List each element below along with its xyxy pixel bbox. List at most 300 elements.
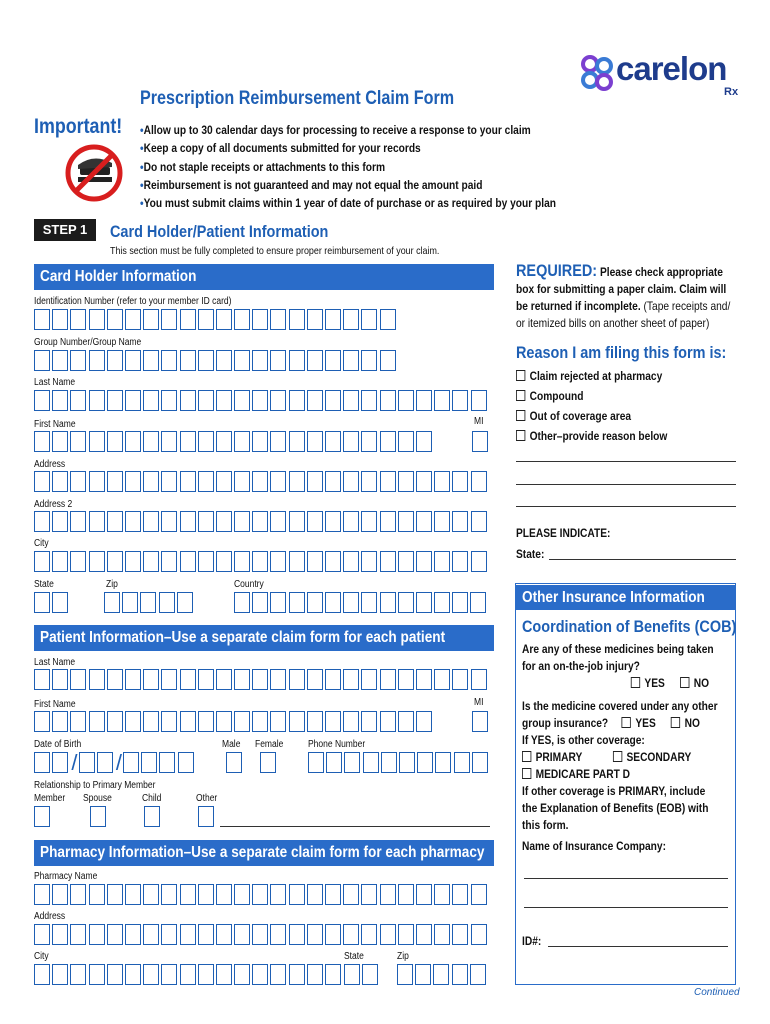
char-box[interactable] — [161, 669, 177, 690]
char-box[interactable] — [434, 884, 450, 905]
char-box[interactable] — [70, 471, 86, 492]
char-box[interactable] — [180, 431, 196, 452]
char-box[interactable] — [125, 924, 141, 945]
char-box[interactable] — [161, 924, 177, 945]
char-box[interactable] — [252, 350, 268, 371]
char-box[interactable] — [252, 924, 268, 945]
char-box[interactable] — [234, 551, 250, 572]
char-box[interactable] — [107, 350, 123, 371]
char-box[interactable] — [289, 551, 305, 572]
char-box[interactable] — [472, 752, 488, 773]
char-box[interactable] — [252, 471, 268, 492]
reason-checkbox[interactable] — [516, 390, 525, 401]
char-box[interactable] — [234, 711, 250, 732]
char-box[interactable] — [380, 669, 396, 690]
char-box[interactable] — [434, 511, 450, 532]
char-box[interactable] — [398, 884, 414, 905]
char-box[interactable] — [325, 669, 341, 690]
char-box[interactable] — [97, 752, 113, 773]
insurance-name-line[interactable] — [524, 878, 728, 879]
pharmacy-address-field[interactable] — [34, 924, 489, 945]
char-box[interactable] — [180, 711, 196, 732]
char-box[interactable] — [216, 431, 232, 452]
char-box[interactable] — [434, 669, 450, 690]
char-box[interactable] — [143, 390, 159, 411]
char-box[interactable] — [344, 752, 360, 773]
char-box[interactable] — [252, 309, 268, 330]
char-box[interactable] — [398, 551, 414, 572]
char-box[interactable] — [361, 924, 377, 945]
char-box[interactable] — [198, 964, 214, 985]
state-field[interactable] — [34, 592, 70, 613]
q2-yes-checkbox[interactable] — [622, 717, 631, 728]
char-box[interactable] — [325, 390, 341, 411]
char-box[interactable] — [161, 350, 177, 371]
char-box[interactable] — [416, 711, 432, 732]
char-box[interactable] — [107, 551, 123, 572]
char-box[interactable] — [198, 471, 214, 492]
char-box[interactable] — [397, 964, 413, 985]
medicare-checkbox[interactable] — [522, 768, 531, 779]
char-box[interactable] — [380, 431, 396, 452]
char-box[interactable] — [52, 711, 68, 732]
char-box[interactable] — [161, 390, 177, 411]
char-box[interactable] — [380, 711, 396, 732]
char-box[interactable] — [452, 390, 468, 411]
char-box[interactable] — [380, 924, 396, 945]
char-box[interactable] — [52, 511, 68, 532]
char-box[interactable] — [325, 711, 341, 732]
char-box[interactable] — [161, 309, 177, 330]
last-name-field[interactable] — [34, 390, 489, 411]
char-box[interactable] — [125, 309, 141, 330]
address-field[interactable] — [34, 471, 489, 492]
char-box[interactable] — [452, 884, 468, 905]
char-box[interactable] — [198, 350, 214, 371]
char-box[interactable] — [252, 390, 268, 411]
char-box[interactable] — [471, 884, 487, 905]
char-box[interactable] — [270, 309, 286, 330]
char-box[interactable] — [34, 309, 50, 330]
char-box[interactable] — [234, 592, 250, 613]
char-box[interactable] — [270, 551, 286, 572]
char-box[interactable] — [307, 390, 323, 411]
char-box[interactable] — [289, 711, 305, 732]
char-box[interactable] — [143, 711, 159, 732]
char-box[interactable] — [125, 390, 141, 411]
char-box[interactable] — [381, 752, 397, 773]
char-box[interactable] — [34, 592, 50, 613]
char-box[interactable] — [289, 511, 305, 532]
char-box[interactable] — [198, 711, 214, 732]
char-box[interactable] — [107, 964, 123, 985]
reason-checkbox[interactable] — [516, 410, 525, 421]
char-box[interactable] — [123, 752, 139, 773]
char-box[interactable] — [471, 390, 487, 411]
char-box[interactable] — [270, 711, 286, 732]
char-box[interactable] — [380, 511, 396, 532]
char-box[interactable] — [252, 711, 268, 732]
pharmacy-name-field[interactable] — [34, 884, 489, 905]
char-box[interactable] — [52, 964, 68, 985]
char-box[interactable] — [125, 884, 141, 905]
char-box[interactable] — [125, 431, 141, 452]
char-box[interactable] — [398, 390, 414, 411]
char-box[interactable] — [289, 924, 305, 945]
char-box[interactable] — [289, 431, 305, 452]
char-box[interactable] — [34, 884, 50, 905]
char-box[interactable] — [289, 592, 305, 613]
char-box[interactable] — [34, 752, 50, 773]
char-box[interactable] — [417, 752, 433, 773]
char-box[interactable] — [416, 669, 432, 690]
char-box[interactable] — [361, 551, 377, 572]
char-box[interactable] — [143, 551, 159, 572]
char-box[interactable] — [52, 924, 68, 945]
char-box[interactable] — [125, 511, 141, 532]
group-number-field[interactable] — [34, 350, 398, 371]
char-box[interactable] — [234, 350, 250, 371]
char-box[interactable] — [104, 592, 120, 613]
char-box[interactable] — [161, 511, 177, 532]
char-box[interactable] — [143, 309, 159, 330]
char-box[interactable] — [216, 964, 232, 985]
char-box[interactable] — [89, 390, 105, 411]
char-box[interactable] — [52, 752, 68, 773]
char-box[interactable] — [216, 669, 232, 690]
char-box[interactable] — [307, 551, 323, 572]
char-box[interactable] — [52, 669, 68, 690]
char-box[interactable] — [216, 309, 232, 330]
reason-checkbox[interactable] — [516, 430, 525, 441]
char-box[interactable] — [361, 711, 377, 732]
char-box[interactable] — [452, 964, 468, 985]
char-box[interactable] — [70, 711, 86, 732]
char-box[interactable] — [159, 752, 175, 773]
char-box[interactable] — [452, 592, 468, 613]
char-box[interactable] — [416, 551, 432, 572]
char-box[interactable] — [399, 752, 415, 773]
char-box[interactable] — [125, 669, 141, 690]
char-box[interactable] — [107, 711, 123, 732]
char-box[interactable] — [234, 511, 250, 532]
char-box[interactable] — [325, 924, 341, 945]
char-box[interactable] — [307, 431, 323, 452]
char-box[interactable] — [471, 471, 487, 492]
char-box[interactable] — [89, 431, 105, 452]
char-box[interactable] — [252, 669, 268, 690]
char-box[interactable] — [471, 924, 487, 945]
char-box[interactable] — [307, 511, 323, 532]
address2-field[interactable] — [34, 511, 489, 532]
char-box[interactable] — [216, 884, 232, 905]
char-box[interactable] — [143, 964, 159, 985]
char-box[interactable] — [270, 669, 286, 690]
char-box[interactable] — [177, 592, 193, 613]
char-box[interactable] — [452, 471, 468, 492]
char-box[interactable] — [398, 511, 414, 532]
char-box[interactable] — [226, 752, 242, 773]
female-checkbox[interactable] — [260, 752, 278, 773]
char-box[interactable] — [144, 806, 160, 827]
char-box[interactable] — [416, 511, 432, 532]
char-box[interactable] — [234, 390, 250, 411]
char-box[interactable] — [343, 669, 359, 690]
id-number-field[interactable] — [34, 309, 398, 330]
char-box[interactable] — [307, 711, 323, 732]
char-box[interactable] — [34, 390, 50, 411]
char-box[interactable] — [452, 511, 468, 532]
char-box[interactable] — [161, 471, 177, 492]
char-box[interactable] — [70, 884, 86, 905]
char-box[interactable] — [70, 551, 86, 572]
char-box[interactable] — [70, 964, 86, 985]
char-box[interactable] — [89, 884, 105, 905]
insurance-name-line[interactable] — [524, 907, 728, 908]
char-box[interactable] — [325, 964, 341, 985]
char-box[interactable] — [161, 431, 177, 452]
patient-last-name-field[interactable] — [34, 669, 489, 690]
char-box[interactable] — [216, 511, 232, 532]
char-box[interactable] — [380, 592, 396, 613]
char-box[interactable] — [270, 390, 286, 411]
char-box[interactable] — [180, 309, 196, 330]
char-box[interactable] — [143, 924, 159, 945]
char-box[interactable] — [216, 471, 232, 492]
char-box[interactable] — [161, 551, 177, 572]
char-box[interactable] — [34, 350, 50, 371]
q1-yes-checkbox[interactable] — [631, 677, 640, 688]
dob-field[interactable]: / / — [34, 752, 196, 773]
char-box[interactable] — [343, 884, 359, 905]
char-box[interactable] — [307, 964, 323, 985]
char-box[interactable] — [472, 431, 488, 452]
char-box[interactable] — [89, 511, 105, 532]
char-box[interactable] — [471, 551, 487, 572]
char-box[interactable] — [325, 309, 341, 330]
char-box[interactable] — [89, 551, 105, 572]
char-box[interactable] — [198, 669, 214, 690]
char-box[interactable] — [161, 711, 177, 732]
char-box[interactable] — [380, 390, 396, 411]
char-box[interactable] — [325, 884, 341, 905]
char-box[interactable] — [434, 551, 450, 572]
char-box[interactable] — [70, 511, 86, 532]
char-box[interactable] — [270, 924, 286, 945]
char-box[interactable] — [260, 752, 276, 773]
char-box[interactable] — [415, 964, 431, 985]
char-box[interactable] — [70, 390, 86, 411]
char-box[interactable] — [216, 924, 232, 945]
char-box[interactable] — [326, 752, 342, 773]
q2-no-checkbox[interactable] — [671, 717, 680, 728]
insurance-id-line[interactable] — [548, 946, 728, 947]
char-box[interactable] — [125, 471, 141, 492]
char-box[interactable] — [416, 471, 432, 492]
char-box[interactable] — [289, 390, 305, 411]
char-box[interactable] — [380, 884, 396, 905]
char-box[interactable] — [343, 551, 359, 572]
char-box[interactable] — [361, 669, 377, 690]
child-checkbox[interactable] — [144, 806, 162, 827]
mi-field[interactable] — [472, 431, 490, 452]
char-box[interactable] — [70, 924, 86, 945]
char-box[interactable] — [361, 309, 377, 330]
char-box[interactable] — [452, 669, 468, 690]
char-box[interactable] — [34, 711, 50, 732]
char-box[interactable] — [433, 964, 449, 985]
char-box[interactable] — [52, 551, 68, 572]
char-box[interactable] — [107, 884, 123, 905]
char-box[interactable] — [472, 711, 488, 732]
char-box[interactable] — [252, 964, 268, 985]
char-box[interactable] — [52, 309, 68, 330]
char-box[interactable] — [107, 669, 123, 690]
char-box[interactable] — [343, 592, 359, 613]
char-box[interactable] — [180, 350, 196, 371]
char-box[interactable] — [307, 309, 323, 330]
char-box[interactable] — [52, 471, 68, 492]
char-box[interactable] — [89, 964, 105, 985]
reason-checkbox[interactable] — [516, 370, 525, 381]
char-box[interactable] — [125, 350, 141, 371]
char-box[interactable] — [198, 431, 214, 452]
char-box[interactable] — [159, 592, 175, 613]
char-box[interactable] — [325, 511, 341, 532]
char-box[interactable] — [34, 551, 50, 572]
char-box[interactable] — [125, 711, 141, 732]
char-box[interactable] — [343, 924, 359, 945]
char-box[interactable] — [398, 669, 414, 690]
char-box[interactable] — [454, 752, 470, 773]
char-box[interactable] — [234, 964, 250, 985]
char-box[interactable] — [471, 669, 487, 690]
char-box[interactable] — [34, 431, 50, 452]
char-box[interactable] — [362, 964, 378, 985]
pharmacy-city-field[interactable] — [34, 964, 343, 985]
char-box[interactable] — [180, 964, 196, 985]
char-box[interactable] — [270, 884, 286, 905]
char-box[interactable] — [143, 884, 159, 905]
char-box[interactable] — [361, 431, 377, 452]
char-box[interactable] — [325, 551, 341, 572]
char-box[interactable] — [198, 309, 214, 330]
char-box[interactable] — [143, 471, 159, 492]
char-box[interactable] — [344, 964, 360, 985]
char-box[interactable] — [180, 669, 196, 690]
char-box[interactable] — [398, 592, 414, 613]
char-box[interactable] — [416, 884, 432, 905]
char-box[interactable] — [198, 390, 214, 411]
char-box[interactable] — [90, 806, 106, 827]
char-box[interactable] — [361, 350, 377, 371]
char-box[interactable] — [198, 924, 214, 945]
char-box[interactable] — [363, 752, 379, 773]
char-box[interactable] — [270, 431, 286, 452]
char-box[interactable] — [180, 924, 196, 945]
patient-first-name-field[interactable] — [34, 711, 434, 732]
other-relationship-line[interactable] — [220, 826, 490, 827]
char-box[interactable] — [125, 964, 141, 985]
other-checkbox[interactable] — [198, 806, 216, 827]
city-field[interactable] — [34, 551, 489, 572]
char-box[interactable] — [343, 309, 359, 330]
char-box[interactable] — [89, 309, 105, 330]
char-box[interactable] — [308, 752, 324, 773]
char-box[interactable] — [180, 471, 196, 492]
char-box[interactable] — [180, 511, 196, 532]
country-field[interactable] — [234, 592, 489, 613]
char-box[interactable] — [361, 390, 377, 411]
char-box[interactable] — [307, 924, 323, 945]
char-box[interactable] — [343, 431, 359, 452]
char-box[interactable] — [325, 471, 341, 492]
char-box[interactable] — [307, 592, 323, 613]
char-box[interactable] — [398, 924, 414, 945]
zip-field[interactable] — [104, 592, 195, 613]
char-box[interactable] — [52, 431, 68, 452]
char-box[interactable] — [89, 471, 105, 492]
char-box[interactable] — [434, 592, 450, 613]
char-box[interactable] — [289, 309, 305, 330]
char-box[interactable] — [125, 551, 141, 572]
spouse-checkbox[interactable] — [90, 806, 108, 827]
char-box[interactable] — [70, 309, 86, 330]
char-box[interactable] — [307, 471, 323, 492]
char-box[interactable] — [289, 471, 305, 492]
secondary-checkbox[interactable] — [613, 751, 622, 762]
char-box[interactable] — [198, 884, 214, 905]
char-box[interactable] — [270, 964, 286, 985]
char-box[interactable] — [198, 551, 214, 572]
char-box[interactable] — [252, 551, 268, 572]
char-box[interactable] — [234, 431, 250, 452]
char-box[interactable] — [270, 511, 286, 532]
char-box[interactable] — [416, 431, 432, 452]
char-box[interactable] — [234, 309, 250, 330]
char-box[interactable] — [380, 551, 396, 572]
char-box[interactable] — [270, 471, 286, 492]
char-box[interactable] — [270, 350, 286, 371]
char-box[interactable] — [161, 884, 177, 905]
char-box[interactable] — [70, 350, 86, 371]
char-box[interactable] — [34, 806, 50, 827]
char-box[interactable] — [234, 471, 250, 492]
char-box[interactable] — [452, 551, 468, 572]
char-box[interactable] — [470, 964, 486, 985]
char-box[interactable] — [143, 431, 159, 452]
char-box[interactable] — [380, 350, 396, 371]
char-box[interactable] — [416, 924, 432, 945]
char-box[interactable] — [343, 350, 359, 371]
char-box[interactable] — [143, 669, 159, 690]
char-box[interactable] — [107, 471, 123, 492]
patient-mi-field[interactable] — [472, 711, 490, 732]
char-box[interactable] — [343, 511, 359, 532]
char-box[interactable] — [34, 924, 50, 945]
char-box[interactable] — [325, 431, 341, 452]
char-box[interactable] — [361, 884, 377, 905]
member-checkbox[interactable] — [34, 806, 52, 827]
char-box[interactable] — [234, 924, 250, 945]
char-box[interactable] — [52, 350, 68, 371]
char-box[interactable] — [307, 350, 323, 371]
char-box[interactable] — [343, 471, 359, 492]
char-box[interactable] — [216, 551, 232, 572]
char-box[interactable] — [471, 511, 487, 532]
char-box[interactable] — [122, 592, 138, 613]
char-box[interactable] — [89, 711, 105, 732]
